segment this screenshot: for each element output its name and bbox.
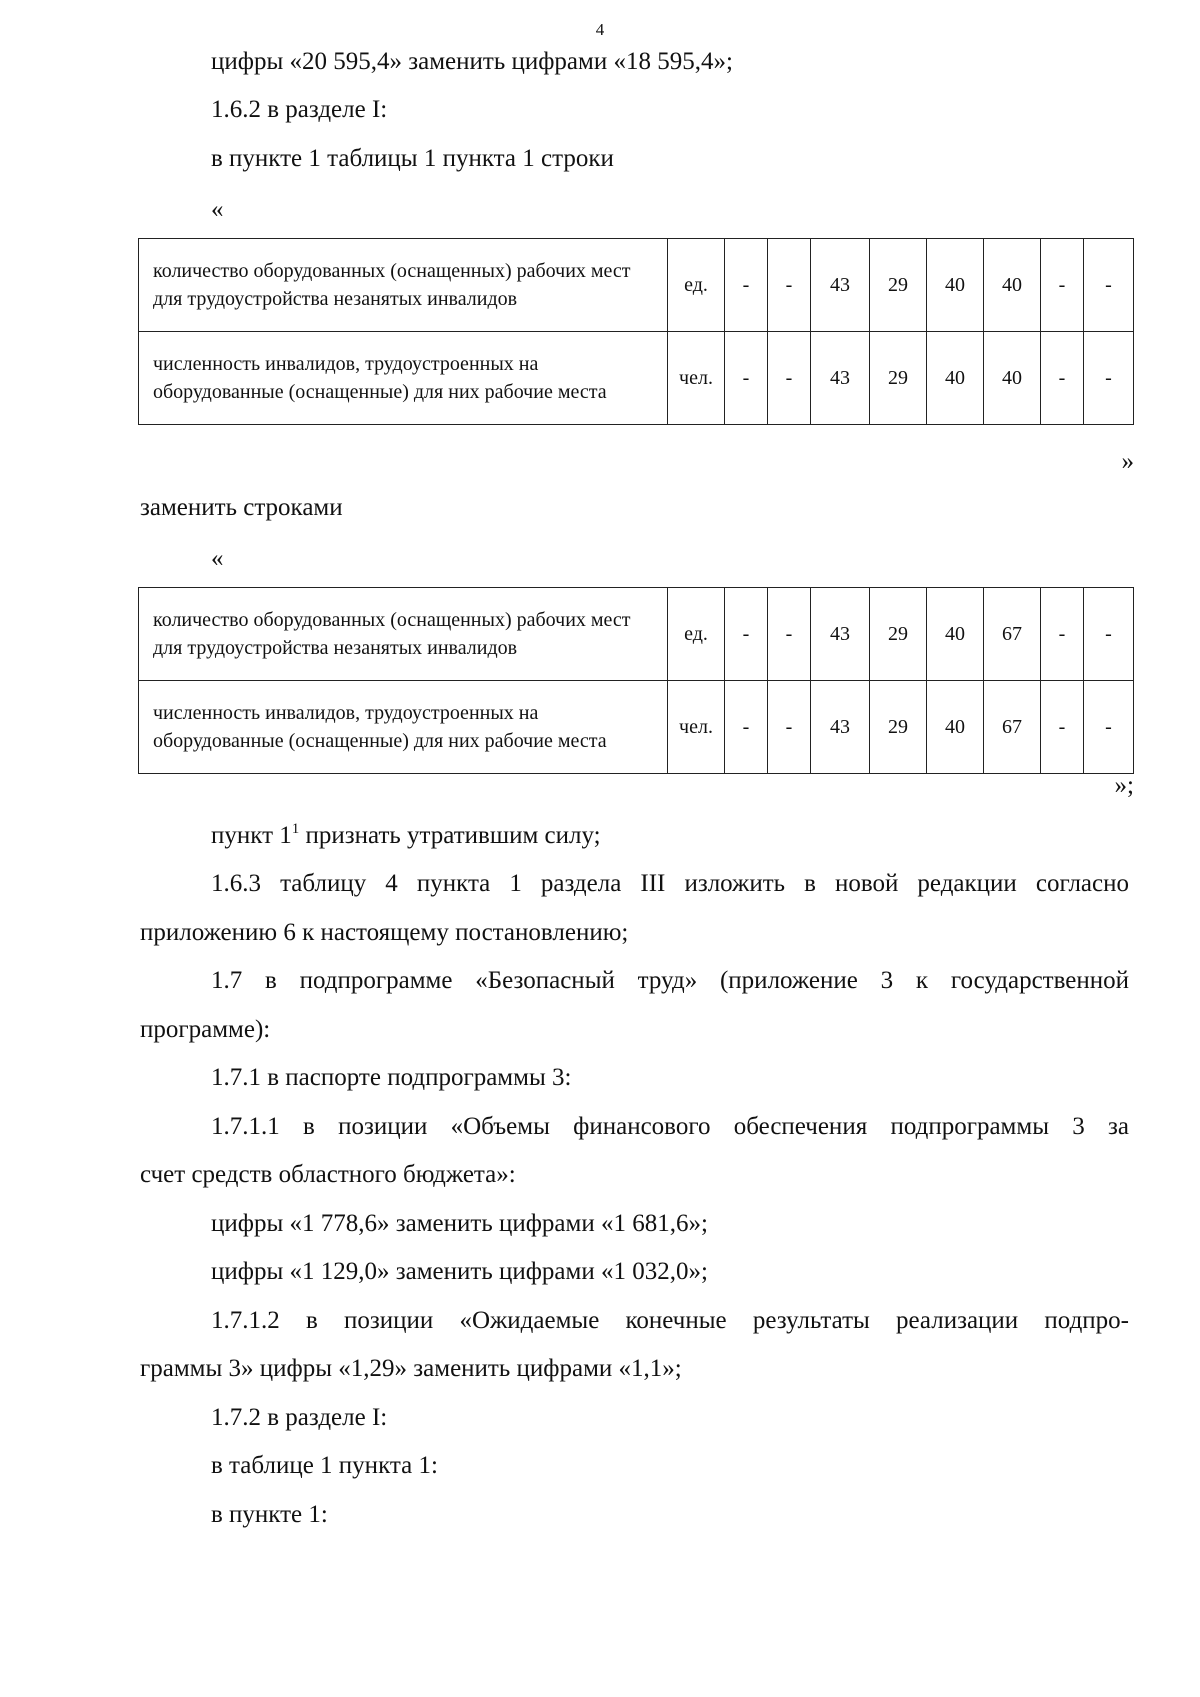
- row-value: -: [725, 239, 768, 332]
- row-value: -: [1041, 332, 1084, 425]
- open-quote-new: «: [211, 545, 224, 572]
- row-value: -: [725, 588, 768, 681]
- paragraph-repeal: [211, 820, 601, 852]
- row-value: -: [1084, 588, 1134, 681]
- table-row: [139, 588, 1134, 681]
- table-row: [139, 332, 1134, 425]
- row-value: -: [725, 681, 768, 774]
- table-new-rows: [138, 587, 1134, 774]
- row-value: -: [1084, 681, 1134, 774]
- intro-line-3: в пункте 1 таблицы 1 пункта 1 строки: [211, 145, 614, 172]
- row-description: численность инвалидов, трудоустроенных на оборудованные (оснащенные) для них рабочие места: [139, 681, 668, 774]
- paragraph-1-7-1: 1.7.1 в паспорте подпрограммы 3:: [211, 1064, 572, 1091]
- row-value: 43: [811, 681, 870, 774]
- paragraph-figures-2: цифры «1 129,0» заменить цифрами «1 032,0»;: [211, 1258, 708, 1285]
- row-value: 43: [811, 332, 870, 425]
- paragraph-table-1: в таблице 1 пункта 1:: [211, 1452, 438, 1479]
- row-value: -: [768, 332, 811, 425]
- paragraph-item-1: в пункте 1:: [211, 1501, 328, 1528]
- paragraph-1-7-line-1: 1.7 в подпрограмме «Безопасный труд» (приложение 3 к государственной: [211, 967, 1129, 994]
- table-row: [139, 681, 1134, 774]
- open-quote-old: «: [211, 196, 224, 223]
- row-value: 40: [927, 332, 984, 425]
- row-value: 29: [870, 681, 927, 774]
- row-value: 40: [984, 332, 1041, 425]
- intro-line-2: 1.6.2 в разделе I:: [211, 96, 388, 123]
- row-value: 29: [870, 588, 927, 681]
- close-quote-new: »;: [1114, 772, 1134, 799]
- row-value: -: [768, 588, 811, 681]
- row-unit: ед.: [668, 239, 725, 332]
- row-value: 40: [927, 681, 984, 774]
- paragraph-1-6-3-line-1: 1.6.3 таблицу 4 пункта 1 раздела III изложить в новой редакции согласно: [211, 870, 1129, 897]
- repeal-text-pre: пункт 1: [211, 822, 292, 849]
- table-old-rows: [138, 238, 1134, 425]
- row-value: 43: [811, 588, 870, 681]
- row-description: количество оборудованных (оснащенных) рабочих мест для трудоустройства незанятых инвалидов: [139, 239, 668, 332]
- row-value: -: [1041, 681, 1084, 774]
- paragraph-1-7-1-2-line-1: 1.7.1.2 в позиции «Ожидаемые конечные результаты реализации подпро-: [211, 1307, 1129, 1334]
- intro-line-1: цифры «20 595,4» заменить цифрами «18 595,4»;: [211, 48, 733, 75]
- row-unit: ед.: [668, 588, 725, 681]
- paragraph-1-6-3-line-2: приложению 6 к настоящему постановлению;: [140, 919, 629, 946]
- row-value: -: [725, 332, 768, 425]
- row-value: 40: [927, 239, 984, 332]
- table-row: [139, 239, 1134, 332]
- row-unit: чел.: [668, 681, 725, 774]
- replace-label: заменить строками: [140, 494, 343, 521]
- paragraph-1-7-1-2-line-2: граммы 3» цифры «1,29» заменить цифрами «1,1»;: [140, 1355, 682, 1382]
- row-value: -: [1041, 239, 1084, 332]
- paragraph-figures-1: цифры «1 778,6» заменить цифрами «1 681,6»;: [211, 1210, 708, 1237]
- row-value: -: [1041, 588, 1084, 681]
- row-value: 29: [870, 332, 927, 425]
- row-value: 43: [811, 239, 870, 332]
- row-value: 29: [870, 239, 927, 332]
- row-description: количество оборудованных (оснащенных) рабочих мест для трудоустройства незанятых инвалидов: [139, 588, 668, 681]
- row-value: -: [1084, 239, 1134, 332]
- row-value: 40: [927, 588, 984, 681]
- paragraph-1-7-1-1-line-2: счет средств областного бюджета»:: [140, 1161, 516, 1188]
- page-number: 4: [595, 20, 605, 39]
- row-value: 67: [984, 588, 1041, 681]
- row-unit: чел.: [668, 332, 725, 425]
- row-value: -: [1084, 332, 1134, 425]
- row-description: численность инвалидов, трудоустроенных на оборудованные (оснащенные) для них рабочие места: [139, 332, 668, 425]
- paragraph-1-7-1-1-line-1: 1.7.1.1 в позиции «Объемы финансового обеспечения подпрограммы 3 за: [211, 1113, 1129, 1140]
- row-value: -: [768, 239, 811, 332]
- row-value: -: [768, 681, 811, 774]
- close-quote-old: »: [1121, 448, 1134, 475]
- paragraph-1-7-2: 1.7.2 в разделе I:: [211, 1404, 388, 1431]
- paragraph-1-7-line-2: программе):: [140, 1016, 271, 1043]
- superscript: 1: [291, 821, 300, 837]
- row-value: 40: [984, 239, 1041, 332]
- repeal-text-post: признать утратившим силу;: [299, 822, 601, 849]
- row-value: 67: [984, 681, 1041, 774]
